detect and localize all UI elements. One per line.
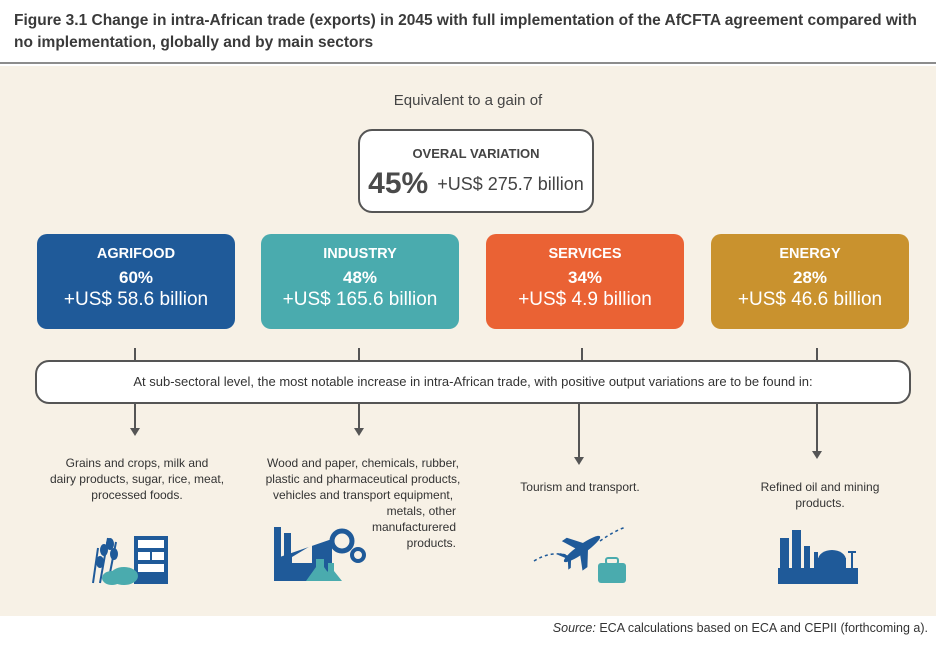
arrow-line [816, 404, 818, 452]
arrow-line [578, 404, 580, 458]
connector-line [816, 348, 818, 360]
factory-gear-flask-icon [272, 519, 372, 583]
refinery-icon [778, 522, 860, 584]
sector-name: ENERGY [779, 246, 841, 262]
figure-title: Figure 3.1 Change in intra-African trade (exports) in 2045 with full implementation of the AfCFTA agreement compared with no implementation, globally and by main sectors [14, 12, 917, 51]
sector-amount: +US$ 165.6 billion [282, 289, 438, 310]
wheat-and-dairy-icon [90, 528, 180, 586]
arrow-down-icon [574, 457, 584, 465]
airplane-luggage-icon [530, 521, 630, 587]
connector-line [358, 348, 360, 360]
sector-percent: 34% [567, 268, 603, 287]
sector-percent: 28% [792, 268, 828, 287]
sector-name: INDUSTRY [323, 246, 397, 262]
arrow-line [358, 404, 360, 430]
sector-amount: +US$ 46.6 billion [737, 289, 883, 310]
overall-variation-box [358, 129, 594, 213]
source-note [553, 621, 928, 635]
subsector-note-text: At sub-sectoral level, the most notable increase in intra-African trade, with positive output variations are to be found in: [133, 374, 813, 389]
subsector-note-box [35, 360, 911, 404]
sector-percent: 48% [342, 268, 378, 287]
sector-box-services [486, 234, 684, 329]
connector-line [581, 348, 583, 360]
overall-variation-amount: +US$ 275.7 billion [437, 174, 584, 194]
connector-line [134, 348, 136, 360]
energy-description: Refined oil and mining products. [760, 480, 880, 510]
sector-amount: +US$ 4.9 billion [518, 289, 652, 310]
overall-variation-label: OVERAL VARIATION [412, 146, 540, 161]
overall-variation-percent: 45% [368, 167, 429, 200]
industry-description: Wood and paper, chemicals, rubber, plastic and pharmaceutical products, vehicles and transport equipment, metals, other manufacturered products. [265, 456, 461, 550]
sector-name: SERVICES [548, 246, 622, 262]
title-divider [0, 62, 936, 64]
gain-label: Equivalent to a gain of [393, 92, 543, 109]
arrow-down-icon [354, 428, 364, 436]
arrow-line [134, 404, 136, 430]
services-description: Tourism and transport. [520, 480, 640, 494]
arrow-down-icon [130, 428, 140, 436]
agrifood-description: Grains and crops, milk and dairy products, sugar, rice, meat, processed foods. [49, 456, 225, 502]
source-text: ECA calculations based on ECA and CEPII (forthcoming a). [595, 621, 928, 635]
sector-name: AGRIFOOD [96, 246, 176, 262]
arrow-down-icon [812, 451, 822, 459]
sector-amount: +US$ 58.6 billion [63, 289, 209, 310]
sector-box-energy [711, 234, 909, 329]
source-label: Source: [552, 621, 596, 635]
sector-percent: 60% [118, 268, 154, 287]
sector-box-agrifood [37, 234, 235, 329]
sector-box-industry [261, 234, 459, 329]
